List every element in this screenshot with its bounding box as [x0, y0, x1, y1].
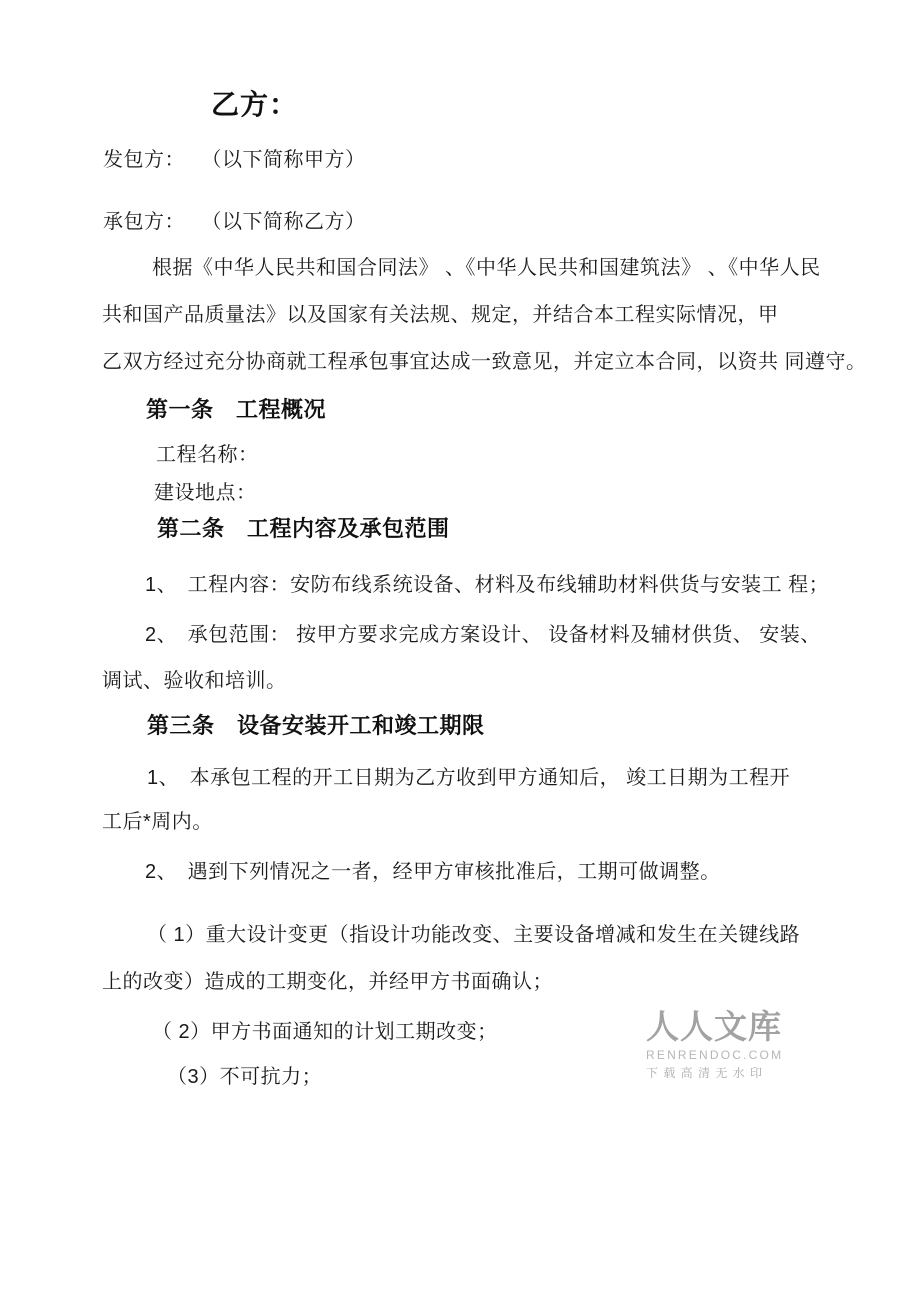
article-3-item-2: 2、 遇到下列情况之一者，经甲方审核批准后，工期可做调整。 [145, 861, 721, 883]
preamble-line-2: 共和国产品质量法》以及国家有关法规、规定，并结合本工程实际情况，甲 [102, 304, 779, 326]
article-2-item-2: 2、 承包范围： 按甲方要求完成方案设计、 设备材料及辅材供货、 安装、 [145, 624, 821, 646]
party-b-line: 承包方： （以下简称乙方） [103, 211, 366, 233]
article-2-item-2-continuation: 调试、验收和培训。 [102, 670, 287, 692]
article-3-item-1: 1、 本承包工程的开工日期为乙方收到甲方通知后， 竣工日期为工程开 [147, 767, 791, 789]
watermark-brand-logo: 人人文库 [646, 1010, 782, 1046]
project-name-field: 工程名称： [156, 444, 259, 466]
preamble-line-1: 根据《中华人民共和国合同法》 、《中华人民共和国建筑法》 、《中华人民 [152, 257, 821, 279]
article-3-subitem-1-continuation: 上的改变）造成的工期变化，并经甲方书面确认； [102, 971, 553, 993]
document-title: 乙方： [211, 89, 299, 120]
article-3-subitem-1: （ 1）重大设计变更（指设计功能改变、主要设备增减和发生在关键线路 [147, 924, 801, 946]
article-2-heading: 第二条 工程内容及承包范围 [157, 516, 450, 541]
party-a-line: 发包方： （以下简称甲方） [103, 149, 366, 171]
article-2-item-1: 1、 工程内容：安防布线系统设备、材料及布线辅助材料供货与安装工 程； [145, 574, 830, 596]
watermark-domain: RENRENDOC.COM [646, 1048, 784, 1062]
article-3-subitem-3: （3）不可抗力； [167, 1066, 323, 1088]
construction-site-field: 建设地点： [154, 482, 257, 504]
article-3-item-1-continuation: 工后*周内。 [102, 811, 213, 833]
watermark [646, 1012, 826, 1079]
article-3-heading: 第三条 设备安装开工和竣工期限 [147, 713, 485, 738]
article-1-heading: 第一条 工程概况 [146, 397, 327, 422]
watermark-tagline: 下 载 高 清 无 水 印 [646, 1066, 764, 1080]
article-3-subitem-2: （ 2）甲方书面通知的计划工期改变； [152, 1021, 498, 1043]
preamble-line-3: 乙双方经过充分协商就工程承包事宜达成一致意见，并定立本合同，以资共 同遵守。 [102, 351, 867, 373]
